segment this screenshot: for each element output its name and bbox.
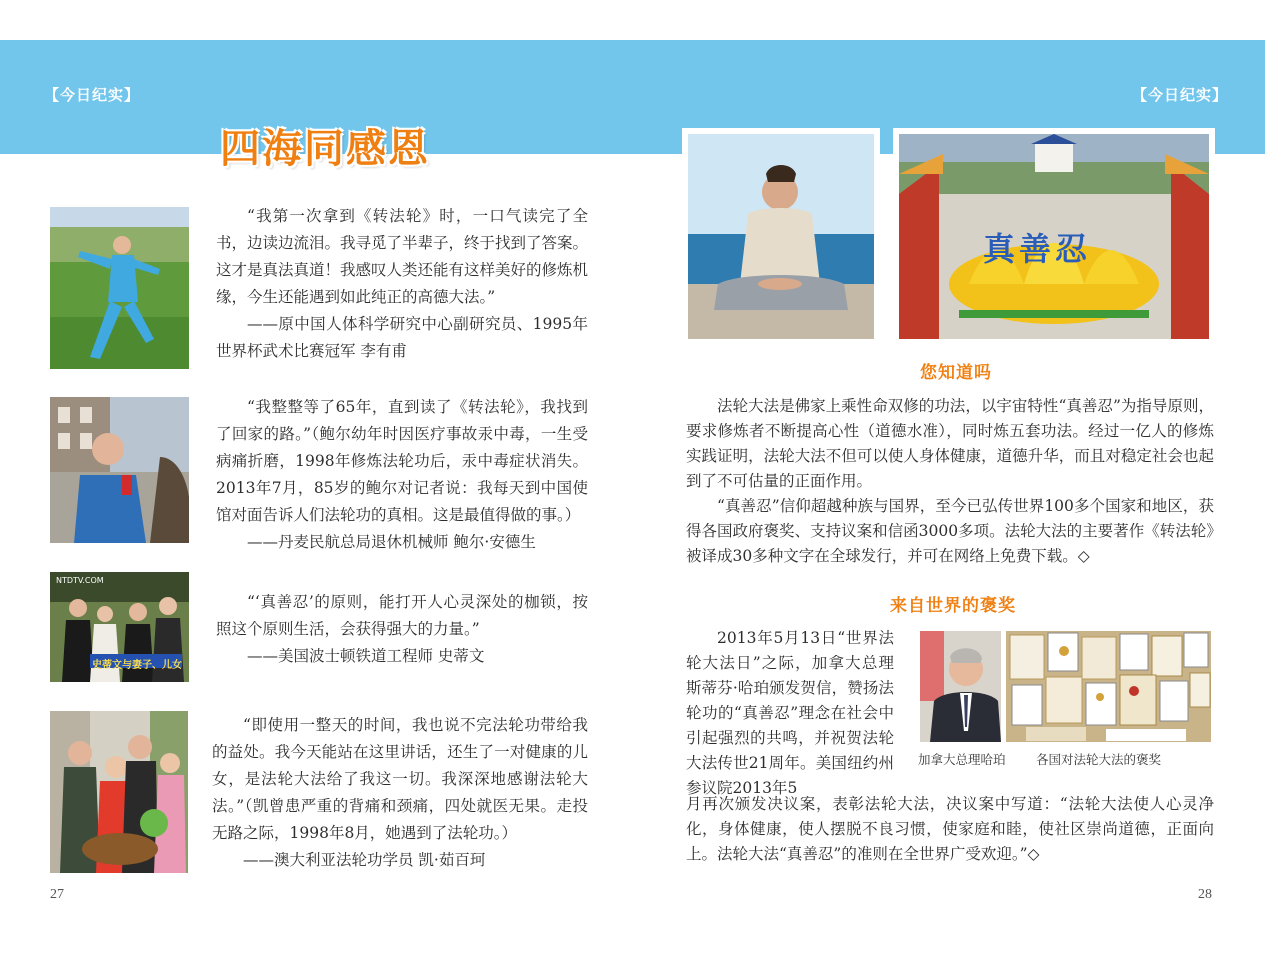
page-title: 四海同感恩 [220,126,430,172]
awards-text-top [686,626,894,801]
awards-paragraph-top: 2013年5月13日“世界法轮大法日”之际，加拿大总理斯蒂芬·哈珀颁发贺信，赞扬法轮功的“真善忍”理念在社会中引起强烈的共鸣，并祝贺法轮大法传世21周年。美国纽约州参议院2013年5 [686,629,894,797]
quote-text: “即使用一整天的时间，我也说不完法轮功带给我的益处。我今天能站在这里讲话，还生了一对健康的儿女，是法轮大法给了我这一切。我深深地感谢法轮大法。”（凯曾患严重的背痛和颈痛，四处就医无果。走投无路之际，1998年8月，她遇到了法轮功。） [212,716,588,842]
did-you-know-text [686,394,1214,569]
man-meditating-by-sea-photo [682,128,880,345]
formation-text: 真善忍 [983,230,1092,268]
quote-text: “‘真善忍’的原则，能打开人心灵深处的枷锁，按照这个原则生活，会获得强大的力量。” [216,593,588,638]
quote-steven [216,589,588,670]
did-you-know-heading: 您知道吗 [920,363,992,383]
quote-signature: ——原中国人体科学研究中心副研究员、1995年世界杯武术比赛冠军 李有甫 [216,315,588,360]
awards-paragraph-bottom: 月再次颁发决议案，表彰法轮大法，决议案中写道：“法轮大法使人心灵净化，身体健康，使人摆脱不良习惯，使家庭和睦，使社区崇尚道德，正面向上。法轮大法“真善忍”的准则在全世界广受欢迎。”◇ [686,795,1214,863]
caption-awards: 各国对法轮大法的褒奖 [1036,752,1162,767]
quote-signature: ——美国波士顿铁道工程师 史蒂文 [247,647,485,665]
quote-text: “我整整等了65年，直到读了《转法轮》，我找到了回家的路。”（鲍尔幼年时因医疗事故汞中毒，一生受病痛折磨，1998年修炼法轮功后，汞中毒症状消失。2013年7月，85岁的鲍尔对记者说：我每天到中国使馆对面告诉人们法轮功的真相。这是最值得做的事。） [216,398,588,524]
did-you-know-paragraph-1: 法轮大法是佛家上乘性命双修的功法，以宇宙特性“真善忍”为指导原则，要求修炼者不断提高心性（道德水准），同时炼五套功法。经过一亿人的修炼实践证明，法轮大法不但可以使人身体健康，道德升华，而且对稳定社会也起到了不可估量的正面作用。 [686,397,1214,490]
quote-text: “我第一次拿到《转法轮》时，一口气读完了全书，边读边流泪。我寻觅了半辈子，终于找到了答案。这才是真法真道！我感叹人类还能有这样美好的修炼机缘，今生还能遇到如此纯正的高德大法。” [216,207,589,306]
section-tag-right: 【今日纪实】 [1132,86,1229,104]
family-with-cake-photo [50,711,188,873]
quote-bauer [216,394,588,556]
quote-kay [212,712,588,874]
page-number-left: 27 [50,887,64,902]
elderly-man-interview-photo [50,397,189,543]
tai-chi-practitioner-photo [50,207,189,369]
awards-text-bottom [686,792,1214,867]
quote-li-youfu [216,203,588,365]
photo-caption-steven: 史蒂文与妻子、儿女 [92,660,182,671]
quote-signature: ——丹麦民航总局退休机械师 鲍尔·安德生 [247,533,536,551]
lotus-formation-photo [893,128,1215,345]
page-number-right: 28 [1198,887,1212,902]
awards-heading: 来自世界的褒奖 [890,596,1016,616]
prime-minister-portrait-photo [920,631,1001,742]
ntdtv-watermark: NTDTV.COM [56,576,104,585]
section-tag-left: 【今日纪实】 [44,86,141,104]
did-you-know-paragraph-2: “真善忍”信仰超越种族与国界，至今已弘传世界100多个国家和地区，获得各国政府褒奖、支持议案和信函3000多项。法轮大法的主要著作《转法轮》被译成30多种文字在全球发行，并可在网络上免费下载。◇ [686,497,1214,565]
family-portrait-photo [50,572,189,682]
caption-prime-minister: 加拿大总理哈珀 [918,752,1006,767]
quote-signature: ——澳大利亚法轮功学员 凯·茹百珂 [243,851,486,869]
award-certificates-collage-photo [1006,631,1211,742]
